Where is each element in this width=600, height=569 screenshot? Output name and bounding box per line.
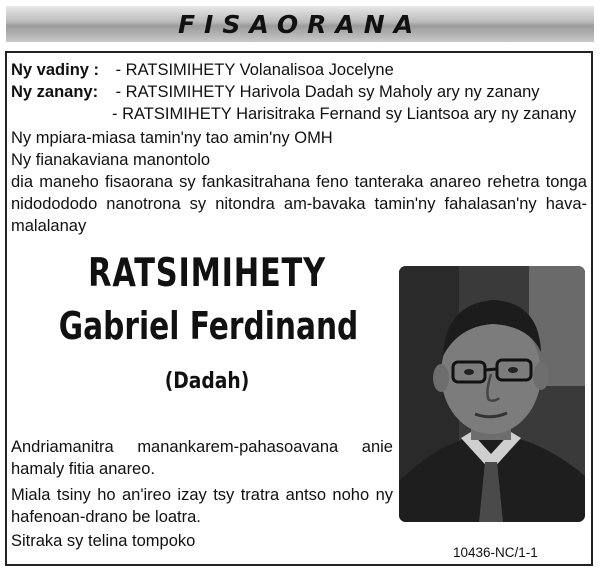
children-label: Ny zanany:: [11, 83, 99, 101]
deceased-surname: RATSIMIHETY: [88, 251, 326, 296]
spouse-line: [11, 59, 394, 81]
portrait-photo-svg: [399, 266, 585, 522]
deceased-given-names: Gabriel Ferdinand: [58, 304, 359, 348]
children-line: [11, 81, 540, 103]
intro-line-1: Ny mpiara-miasa tamin'ny tao amin'ny OMH: [11, 129, 333, 147]
intro-line-2: Ny fianakaviana manontolo: [11, 151, 211, 169]
blessing-text: Andriamanitra manankarem-pahasoavana anie hamaly fitia anareo.: [11, 438, 393, 478]
portrait-photo-icon: [399, 266, 585, 522]
children-value-2: - RATSIMIHETY Harisitraka Fernand sy Liantsoa ary ny zanany: [112, 105, 577, 123]
announcement-frame: [5, 51, 593, 566]
children-line-2: [112, 103, 576, 125]
children-value-1: - RATSIMIHETY Harivola Dadah sy Maholy ary ny zanany: [115, 83, 540, 101]
thanks-paragraph: dia maneho fisaorana sy fankasitrahana feno tanteraka anareo rehetra tonga nidodododo nanotrona sy nitondra am-bavaka tamin'ny fahalasan'ny hava-malalanay: [11, 173, 587, 235]
header-title: FISAORANA: [177, 9, 423, 39]
spouse-value: - RATSIMIHETY Volanalisoa Jocelyne: [115, 61, 394, 79]
deceased-nickname: (Dadah): [164, 369, 250, 394]
reference-number: 10436-NC/1-1: [453, 545, 538, 560]
header-banner: [6, 6, 594, 42]
signature-text: Sitraka sy telina tompoko: [11, 532, 196, 550]
spouse-label: Ny vadiny :: [11, 61, 100, 79]
apology-text: Miala tsiny ho an'ireo izay tsy tratra antso noho ny hafenoan-drano be loatra.: [11, 486, 393, 526]
